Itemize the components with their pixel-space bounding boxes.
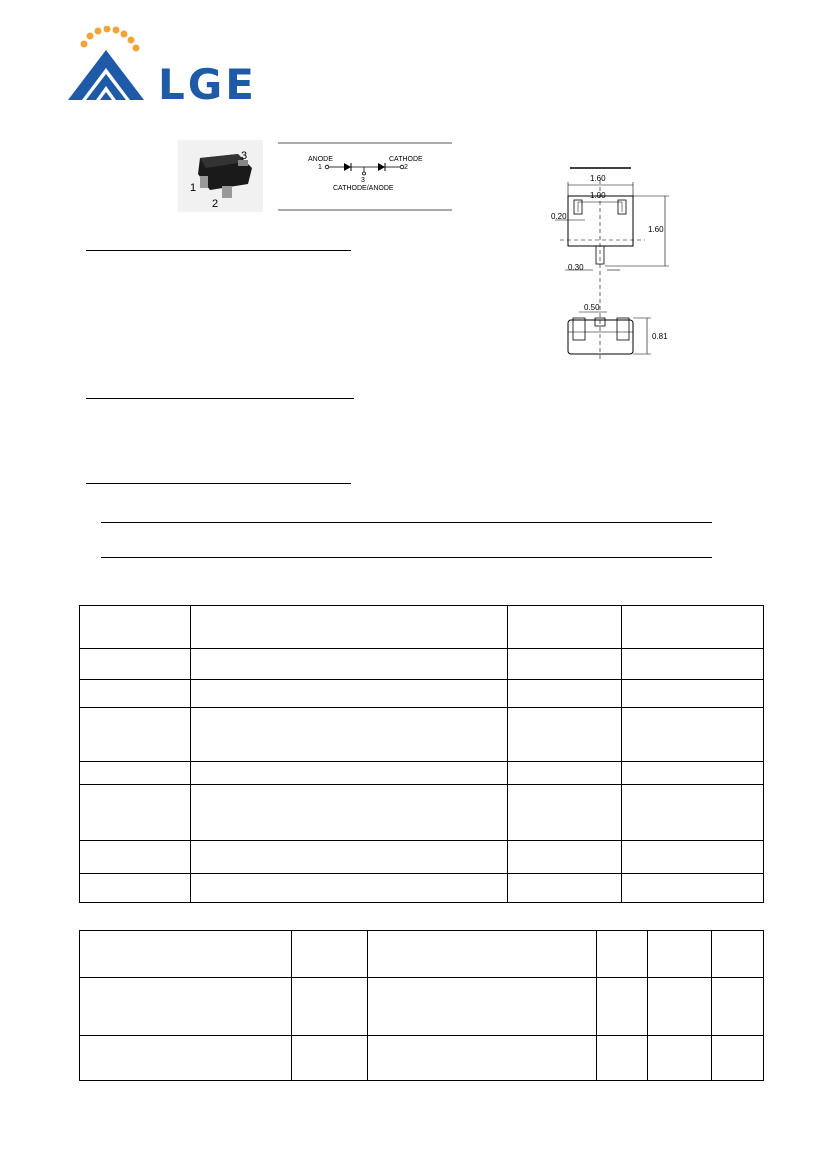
diode-pair-icon — [278, 154, 452, 194]
pin1-label: 1 — [190, 182, 197, 194]
logo-mark-icon — [64, 26, 154, 106]
table-row — [80, 649, 764, 680]
marking-rule-top — [101, 522, 712, 523]
pin2-label: 2 — [212, 198, 219, 210]
table-row — [80, 978, 764, 1036]
table-row — [80, 1036, 764, 1081]
max-ratings-table — [79, 605, 764, 903]
table-row — [80, 680, 764, 708]
brand-name: LGE — [158, 60, 257, 109]
table-row — [80, 841, 764, 874]
cathode-pin: 2 — [404, 164, 408, 171]
outline-drawing — [545, 160, 675, 370]
cathode-label: CATHODE — [389, 156, 423, 163]
dim-thickness: 0.81 — [652, 332, 668, 341]
sot-package-icon — [178, 140, 263, 212]
table-header-row — [80, 931, 764, 978]
middle-pin: 3 — [361, 177, 365, 184]
table-row — [80, 708, 764, 762]
anode-pin: 1 — [318, 164, 322, 171]
section-rule-features — [86, 250, 351, 251]
table-row — [80, 762, 764, 785]
marking-rule-bottom — [101, 557, 712, 558]
table-row — [80, 785, 764, 841]
pin3-label: 3 — [241, 150, 248, 162]
dim-pad: 0.20 — [551, 212, 567, 221]
table-header-row — [80, 606, 764, 649]
dim-body-width: 1.60 — [590, 174, 606, 183]
dim-pin-span: 1.00 — [590, 191, 606, 200]
dim-lead-width: 0.50 — [584, 303, 600, 312]
dim-lead: 0.30 — [568, 263, 584, 272]
anode-label: ANODE — [308, 156, 333, 163]
company-logo — [64, 26, 274, 109]
section-rule-ratings — [86, 483, 351, 484]
schematic-frame — [278, 142, 452, 212]
package-photo — [178, 140, 263, 212]
electrical-characteristics-table — [79, 930, 764, 1081]
middle-label: CATHODE/ANODE — [333, 185, 394, 192]
dim-height: 1.60 — [648, 225, 664, 234]
table-row — [80, 874, 764, 903]
section-rule-applications — [86, 398, 354, 399]
